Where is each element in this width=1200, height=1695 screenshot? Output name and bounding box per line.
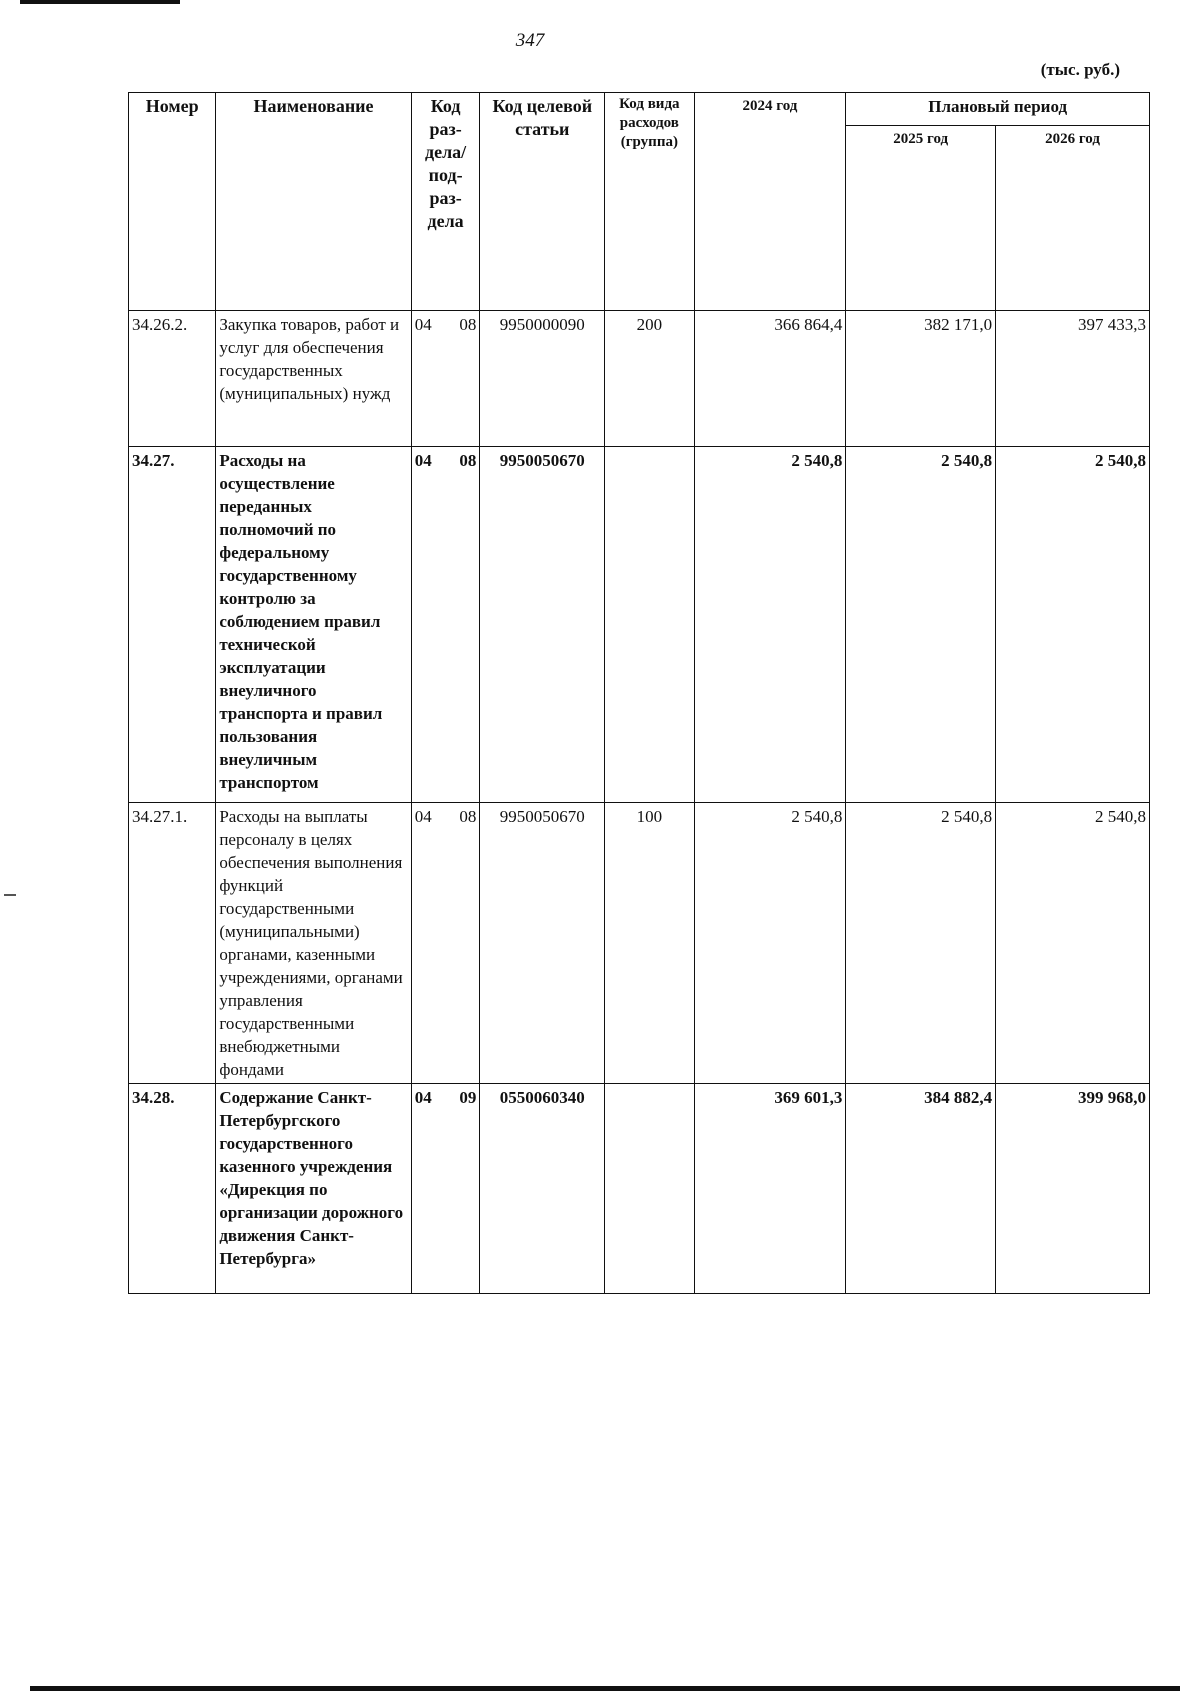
budget-table (128, 92, 1150, 1294)
table-row (129, 447, 1150, 803)
row-number: 34.26.2. (129, 311, 216, 447)
row-value-2026: 399 968,0 (996, 1084, 1150, 1294)
header-number: Номер (129, 93, 216, 311)
table-row (129, 311, 1150, 447)
row-expense-type (605, 447, 694, 803)
subsection: 08 (459, 315, 477, 334)
header-name: Наименование (216, 93, 411, 311)
row-number: 34.27. (129, 447, 216, 803)
header-year-2026: 2026 год (996, 126, 1150, 311)
row-target-code: 9950050670 (480, 447, 605, 803)
row-section-code (411, 803, 480, 1084)
row-value-2025: 2 540,8 (846, 447, 996, 803)
subsection: 08 (459, 451, 477, 470)
row-name: Расходы на выплаты персоналу в целях обеспечения выполнения функций государственными (муниципальными) органами, казенными учреждениями, органами управления государственными внебюджетными фондами (216, 803, 411, 1084)
row-value-2025: 2 540,8 (846, 803, 996, 1084)
subsection: 08 (459, 807, 477, 826)
header-planned-period: Плановый период (846, 93, 1150, 126)
section: 04 (414, 315, 432, 334)
header-target-code: Код целевой статьи (480, 93, 605, 311)
header-year-2024: 2024 год (694, 93, 846, 311)
bottom-rule (30, 1686, 1180, 1691)
header-year-2025: 2025 год (846, 126, 996, 311)
top-rule (20, 0, 180, 4)
row-value-2024: 2 540,8 (694, 447, 846, 803)
row-value-2024: 2 540,8 (694, 803, 846, 1084)
row-expense-type: 100 (605, 803, 694, 1084)
row-section-code (411, 447, 480, 803)
table-row (129, 803, 1150, 1084)
subsection: 09 (459, 1088, 477, 1107)
row-expense-type (605, 1084, 694, 1294)
section: 04 (414, 451, 432, 470)
margin-mark (4, 894, 16, 896)
row-section-code (411, 311, 480, 447)
header-expense-type-code: Код вида расходов (группа) (605, 93, 694, 311)
row-value-2026: 2 540,8 (996, 447, 1150, 803)
row-name: Содержание Санкт-Петербургского государственного казенного учреждения «Дирекция по организации дорожного движения Санкт-Петербурга» (216, 1084, 411, 1294)
row-value-2024: 369 601,3 (694, 1084, 846, 1294)
section: 04 (414, 1088, 432, 1107)
row-target-code: 0550060340 (480, 1084, 605, 1294)
row-section-code (411, 1084, 480, 1294)
row-value-2026: 2 540,8 (996, 803, 1150, 1084)
row-value-2026: 397 433,3 (996, 311, 1150, 447)
row-target-code: 9950000090 (480, 311, 605, 447)
row-value-2025: 382 171,0 (846, 311, 996, 447)
units-label: (тыс. руб.) (1040, 60, 1120, 79)
row-name: Закупка товаров, работ и услуг для обеспечения государственных (муниципальных) нужд (216, 311, 411, 447)
row-name: Расходы на осуществление переданных полномочий по федеральному государственному контролю за соблюдением правил технической эксплуатации внеуличного транспорта и правил пользования внеуличным транспортом (216, 447, 411, 803)
page-number: 347 (515, 30, 545, 51)
row-value-2025: 384 882,4 (846, 1084, 996, 1294)
row-number: 34.28. (129, 1084, 216, 1294)
row-expense-type: 200 (605, 311, 694, 447)
section: 04 (414, 807, 432, 826)
table-header (129, 93, 1150, 311)
row-value-2024: 366 864,4 (694, 311, 846, 447)
row-target-code: 9950050670 (480, 803, 605, 1084)
table-row (129, 1084, 1150, 1294)
header-section-code: Код раз-дела/ под-раз-дела (411, 93, 480, 311)
row-number: 34.27.1. (129, 803, 216, 1084)
